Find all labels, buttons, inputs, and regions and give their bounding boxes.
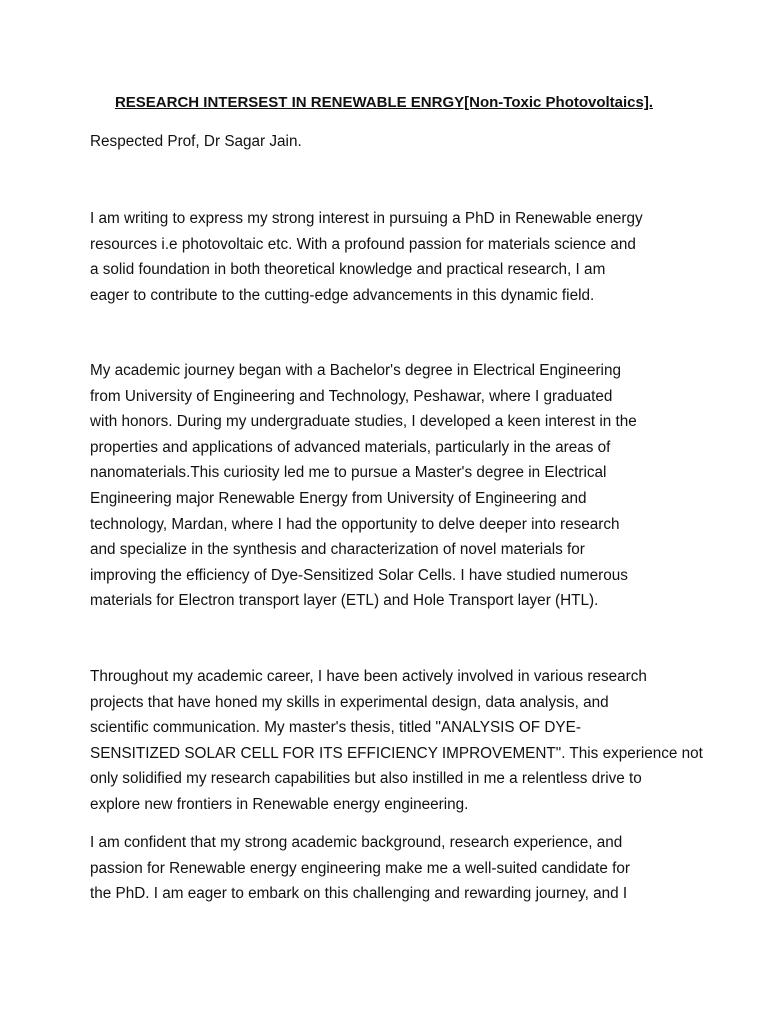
paragraph-confidence	[90, 830, 690, 907]
paragraph-line: Throughout my academic career, I have been actively involved in various research	[90, 668, 647, 685]
paragraph-line: properties and applications of advanced materials, particularly in the areas of	[90, 438, 611, 456]
paragraph-line: the PhD. I am eager to embark on this challenging and rewarding journey, and I	[90, 885, 628, 903]
paragraph-line: projects that have honed my skills in experimental design, data analysis, and	[90, 693, 609, 711]
paragraph-academic-journey	[90, 358, 690, 614]
paragraph-line: only solidified my research capabilities but also instilled in me a relentless drive to	[90, 770, 642, 788]
paragraph-line: resources i.e photovoltaic etc. With a profound passion for materials science and	[90, 235, 636, 253]
document-title: RESEARCH INTERSEST IN RENEWABLE ENRGY[Non-Toxic Photovoltaics].	[114, 94, 654, 111]
paragraph-line: from University of Engineering and Technology, Peshawar, where I graduated	[90, 387, 613, 405]
paragraph-line: My academic journey began with a Bachelor's degree in Electrical Engineering	[90, 362, 621, 379]
paragraph-line: scientific communication. My master's thesis, titled "ANALYSIS OF DYE-	[90, 719, 581, 737]
paragraph-interest	[90, 206, 690, 308]
paragraph-line: passion for Renewable energy engineering make me a well-suited candidate for	[90, 859, 630, 877]
paragraph-line: materials for Electron transport layer (ETL) and Hole Transport layer (HTL).	[90, 592, 599, 610]
salutation: Respected Prof, Dr Sagar Jain.	[90, 133, 302, 150]
paragraph-line: with honors. During my undergraduate studies, I developed a keen interest in the	[90, 413, 637, 431]
paragraph-line: SENSITIZED SOLAR CELL FOR ITS EFFICIENCY IMPROVEMENT". This experience not	[90, 744, 703, 762]
paragraph-line: and specialize in the synthesis and characterization of novel materials for	[90, 541, 585, 559]
paragraph-line: explore new frontiers in Renewable energy engineering.	[90, 795, 469, 813]
paragraph-line: technology, Mardan, where I had the opportunity to delve deeper into research	[90, 515, 620, 533]
paragraph-line: Engineering major Renewable Energy from University of Engineering and	[90, 489, 587, 507]
paragraph-line: eager to contribute to the cutting-edge advancements in this dynamic field.	[90, 286, 595, 304]
paragraph-line: nanomaterials.This curiosity led me to pursue a Master's degree in Electrical	[90, 464, 607, 482]
paragraph-line: improving the efficiency of Dye-Sensitized Solar Cells. I have studied numerous	[90, 566, 628, 584]
paragraph-line: I am writing to express my strong interest in pursuing a PhD in Renewable energy	[90, 210, 643, 227]
paragraph-line: I am confident that my strong academic background, research experience, and	[90, 834, 623, 851]
paragraph-research-career	[90, 664, 703, 818]
paragraph-line: a solid foundation in both theoretical knowledge and practical research, I am	[90, 261, 606, 279]
